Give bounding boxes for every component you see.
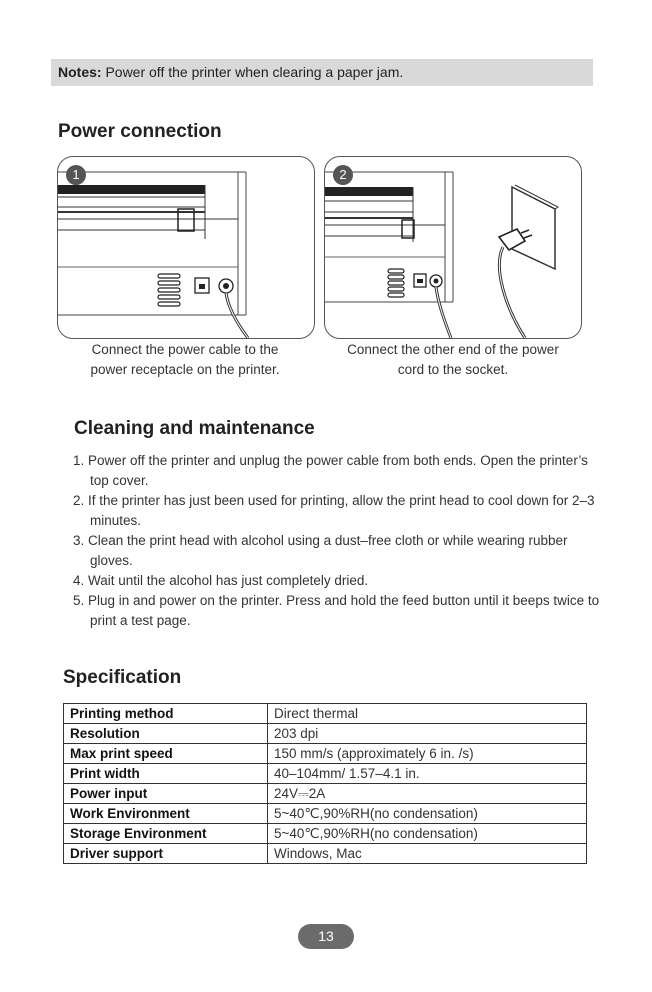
spec-value: 5~40℃,90%RH(no condensation)	[268, 824, 587, 844]
table-row	[64, 844, 587, 864]
list-item: 4. Wait until the alcohol has just completely dried.	[73, 573, 369, 588]
spec-key: Print width	[64, 764, 268, 784]
cleaning-heading: Cleaning and maintenance	[74, 418, 315, 439]
socket-illustration	[325, 157, 581, 338]
step-2-caption	[318, 340, 588, 380]
cleaning-steps-list	[73, 451, 603, 631]
step-2-badge: 2	[333, 165, 353, 185]
spec-value: 5~40℃,90%RH(no condensation)	[268, 804, 587, 824]
spec-value: 24V⎓2A	[268, 784, 587, 804]
step-2-caption-line: cord to the socket.	[397, 362, 509, 377]
list-item: 2. If the printer has just been used for printing, allow the print head to cool down for 2–3 minutes.	[73, 493, 595, 528]
specification-table	[63, 703, 587, 864]
list-item: 5. Plug in and power on the printer. Press and hold the feed button until it beeps twice to print a test page.	[73, 593, 600, 628]
step-2-caption-line: Connect the other end of the power	[347, 342, 559, 357]
table-row	[64, 824, 587, 844]
spec-value: Direct thermal	[268, 704, 587, 724]
spec-key: Driver support	[64, 844, 268, 864]
notes-text: Power off the printer when clearing a paper jam.	[101, 64, 404, 80]
spec-value: 150 mm/s (approximately 6 in. /s)	[268, 744, 587, 764]
spec-value: 40–104mm/ 1.57–4.1 in.	[268, 764, 587, 784]
page-number: 13	[298, 924, 354, 949]
table-row	[64, 744, 587, 764]
step-1-badge: 1	[66, 165, 86, 185]
spec-value: 203 dpi	[268, 724, 587, 744]
spec-key: Max print speed	[64, 744, 268, 764]
table-row	[64, 784, 587, 804]
notes-label: Notes:	[58, 64, 102, 80]
table-row	[64, 804, 587, 824]
step-1-caption	[50, 340, 320, 380]
step-1-caption-line: Connect the power cable to the	[91, 342, 279, 357]
spec-key: Work Environment	[64, 804, 268, 824]
specification-heading: Specification	[63, 667, 182, 688]
spec-value: Windows, Mac	[268, 844, 587, 864]
spec-key: Storage Environment	[64, 824, 268, 844]
spec-key: Resolution	[64, 724, 268, 744]
table-row	[64, 704, 587, 724]
table-row	[64, 724, 587, 744]
power-step-2-illustration	[324, 156, 582, 339]
spec-key: Power input	[64, 784, 268, 804]
table-row	[64, 764, 587, 784]
printer-rear-illustration	[58, 157, 314, 338]
power-connection-heading: Power connection	[58, 121, 222, 142]
list-item: 1. Power off the printer and unplug the power cable from both ends. Open the printer’s top cover.	[73, 453, 588, 488]
notes-banner	[51, 59, 593, 86]
step-1-caption-line: power receptacle on the printer.	[90, 362, 280, 377]
power-step-1-illustration	[57, 156, 315, 339]
spec-key: Printing method	[64, 704, 268, 724]
list-item: 3. Clean the print head with alcohol using a dust–free cloth or while wearing rubber gloves.	[73, 533, 568, 568]
